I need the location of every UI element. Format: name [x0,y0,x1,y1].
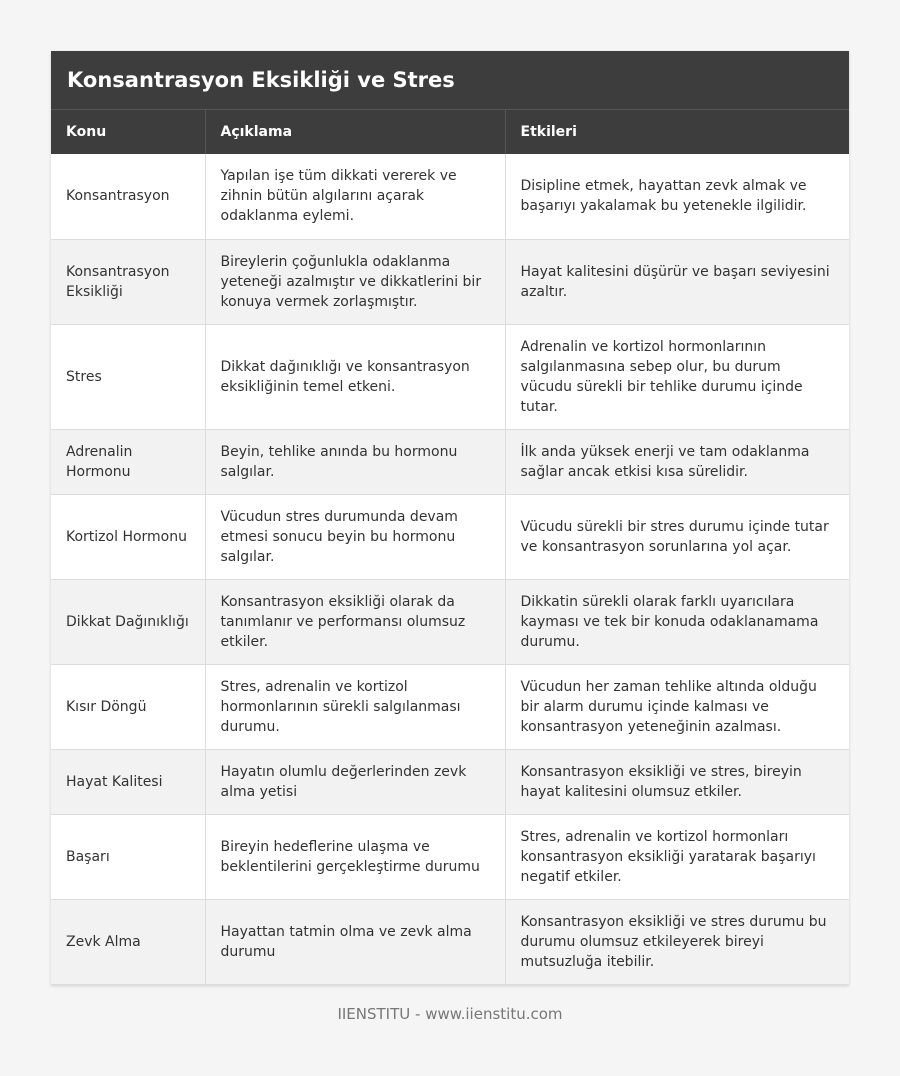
table-row [51,154,849,239]
table-row [51,814,849,899]
header-aciklama: Açıklama [205,110,505,154]
table-row [51,664,849,749]
cell-konu: Zevk Alma [51,899,205,984]
cell-etkileri: Disipline etmek, hayattan zevk almak ve başarıyı yakalamak bu yetenekle ilgilidir. [505,154,849,239]
cell-aciklama: Hayattan tatmin olma ve zevk alma durumu [205,899,505,984]
table-row [51,324,849,429]
cell-etkileri: Adrenalin ve kortizol hormonlarının salgılanmasına sebep olur, bu durum vücudu sürekli bir tehlike durumu içinde tutar. [505,324,849,429]
cell-etkileri: Dikkatin sürekli olarak farklı uyarıcılara kayması ve tek bir konuda odaklanamama durumu. [505,579,849,664]
cell-aciklama: Hayatın olumlu değerlerinden zevk alma yetisi [205,749,505,814]
footer-credit[interactable]: IIENSTITU - www.iienstitu.com [337,1005,563,1023]
header-etkileri: Etkileri [505,110,849,154]
table-card [51,51,849,985]
cell-konu: Kısır Döngü [51,664,205,749]
cell-aciklama: Vücudun stres durumunda devam etmesi sonucu beyin bu hormonu salgılar. [205,494,505,579]
table-title: Konsantrasyon Eksikliği ve Stres [51,51,849,110]
cell-etkileri: Konsantrasyon eksikliği ve stres durumu bu durumu olumsuz etkileyerek bireyi mutsuzluğa itebilir. [505,899,849,984]
cell-konu: Başarı [51,814,205,899]
table-row [51,579,849,664]
cell-konu: Konsantrasyon Eksikliği [51,239,205,324]
cell-aciklama: Konsantrasyon eksikliği olarak da tanımlanır ve performansı olumsuz etkiler. [205,579,505,664]
table-row [51,749,849,814]
header-row [51,110,849,154]
cell-konu: Hayat Kalitesi [51,749,205,814]
cell-konu: Konsantrasyon [51,154,205,239]
cell-konu: Stres [51,324,205,429]
cell-etkileri: Vücudu sürekli bir stres durumu içinde tutar ve konsantrasyon sorunlarına yol açar. [505,494,849,579]
header-konu: Konu [51,110,205,154]
data-table [51,110,849,985]
cell-etkileri: Hayat kalitesini düşürür ve başarı seviyesini azaltır. [505,239,849,324]
cell-aciklama: Dikkat dağınıklığı ve konsantrasyon eksikliğinin temel etkeni. [205,324,505,429]
cell-aciklama: Bireylerin çoğunlukla odaklanma yeteneği azalmıştır ve dikkatlerini bir konuya vermek zorlaşmıştır. [205,239,505,324]
table-row [51,239,849,324]
cell-etkileri: Stres, adrenalin ve kortizol hormonları konsantrasyon eksikliği yaratarak başarıyı negatif etkiler. [505,814,849,899]
table-row [51,429,849,494]
cell-aciklama: Stres, adrenalin ve kortizol hormonlarının sürekli salgılanması durumu. [205,664,505,749]
cell-etkileri: Vücudun her zaman tehlike altında olduğu bir alarm durumu içinde kalması ve konsantrasyon yeteneğinin azalması. [505,664,849,749]
cell-etkileri: İlk anda yüksek enerji ve tam odaklanma sağlar ancak etkisi kısa sürelidir. [505,429,849,494]
cell-konu: Kortizol Hormonu [51,494,205,579]
cell-konu: Dikkat Dağınıklığı [51,579,205,664]
cell-aciklama: Bireyin hedeflerine ulaşma ve beklentilerini gerçekleştirme durumu [205,814,505,899]
cell-aciklama: Beyin, tehlike anında bu hormonu salgılar. [205,429,505,494]
table-row [51,899,849,984]
cell-etkileri: Konsantrasyon eksikliği ve stres, bireyin hayat kalitesini olumsuz etkiler. [505,749,849,814]
table-row [51,494,849,579]
cell-aciklama: Yapılan işe tüm dikkati vererek ve zihnin bütün algılarını açarak odaklanma eylemi. [205,154,505,239]
cell-konu: Adrenalin Hormonu [51,429,205,494]
